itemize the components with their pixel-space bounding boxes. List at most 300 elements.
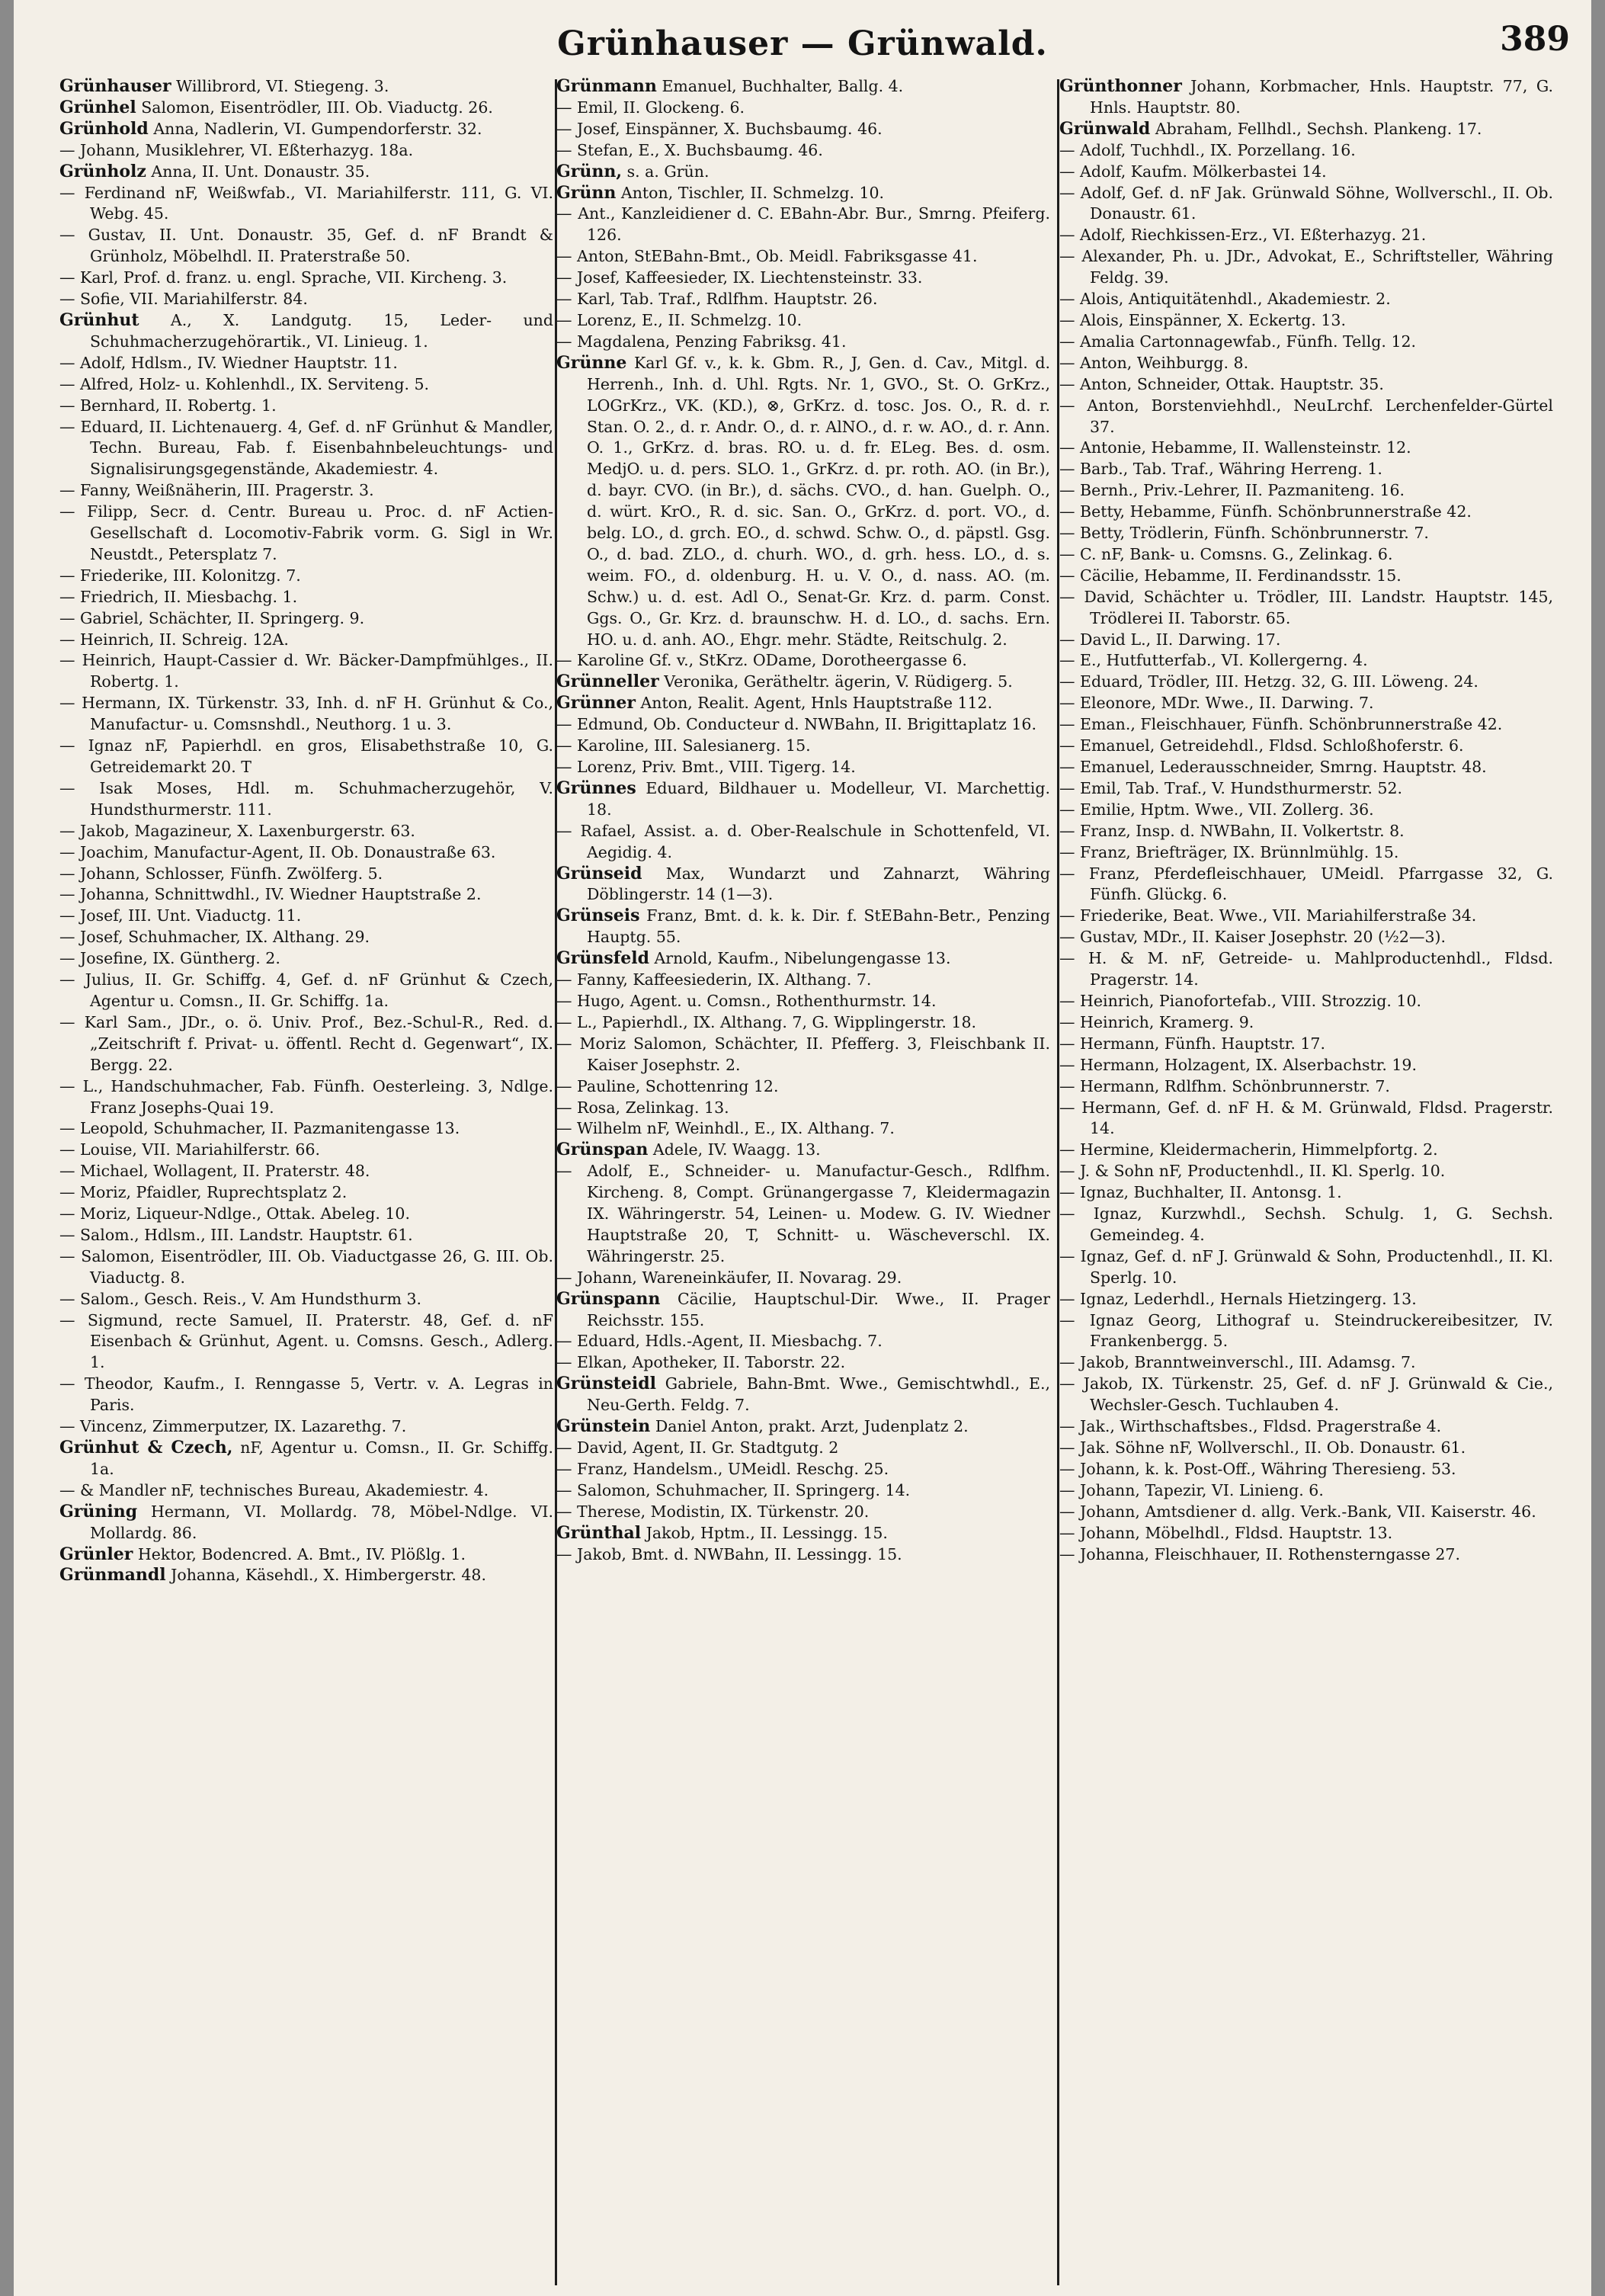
entry-surname: Grünler xyxy=(59,1544,133,1564)
entry-text: Hektor, Bodencred. A. Bmt., IV. Plößlg. 1. xyxy=(137,1544,466,1563)
entry-text: — Moriz, Pfaidler, Ruprechtsplatz 2. xyxy=(59,1183,348,1202)
entry-text: — Amalia Cartonnagewfab., Fünfh. Tellg. 12. xyxy=(1059,332,1417,351)
entry-text: — Joachim, Manufactur-Agent, II. Ob. Donaustraße 63. xyxy=(59,842,496,861)
entry-text: — David L., II. Darwing. 17. xyxy=(1059,630,1281,649)
directory-entry xyxy=(556,672,1050,693)
directory-entry xyxy=(1059,480,1553,502)
directory-entry xyxy=(59,310,553,353)
directory-entry xyxy=(556,289,1050,310)
directory-entry xyxy=(59,650,553,693)
page-header xyxy=(14,11,1591,79)
directory-entry xyxy=(556,1331,1050,1352)
directory-entry xyxy=(556,1416,1050,1438)
directory-entry xyxy=(556,183,1050,204)
directory-entry xyxy=(556,1438,1050,1459)
directory-entry xyxy=(1059,1012,1553,1034)
entry-text: — Ignaz nF, Papierhdl. en gros, Elisabethstraße 10, G. Getreidemarkt 20. T xyxy=(59,736,553,776)
entry-text: — Heinrich, Kramerg. 9. xyxy=(1059,1012,1254,1031)
entry-text: — Johann, k. k. Post-Off., Währing Theresieng. 53. xyxy=(1059,1459,1456,1478)
directory-entry xyxy=(556,693,1050,714)
entry-text: — Jakob, Bmt. d. NWBahn, II. Lessingg. 15. xyxy=(556,1544,902,1563)
entry-text: — Johann, Schlosser, Fünfh. Zwölferg. 5. xyxy=(59,864,383,883)
directory-entry xyxy=(556,204,1050,246)
entry-text: — Franz, Briefträger, IX. Brünnlmühlg. 15. xyxy=(1059,842,1399,861)
entry-text: — Betty, Hebamme, Fünfh. Schönbrunnerstraße 42. xyxy=(1059,502,1472,521)
directory-entry xyxy=(1059,672,1553,693)
directory-entry xyxy=(59,417,553,481)
entry-text: — David, Agent, II. Gr. Stadtgutg. 2 xyxy=(556,1438,839,1457)
directory-entry xyxy=(59,842,553,864)
entry-text: — Pauline, Schottenring 12. xyxy=(556,1076,779,1095)
entry-text: — Cäcilie, Hebamme, II. Ferdinandsstr. 15. xyxy=(1059,566,1402,585)
directory-entry xyxy=(556,1480,1050,1502)
entry-text: — Alfred, Holz- u. Kohlenhdl., IX. Serviteng. 5. xyxy=(59,374,430,393)
entry-text: — Franz, Handelsm., UMeidl. Reschg. 25. xyxy=(556,1459,889,1478)
directory-entry xyxy=(59,864,553,885)
directory-entry xyxy=(1059,948,1553,991)
directory-entry xyxy=(1059,76,1553,119)
entry-text: — Adolf, Tuchhdl., IX. Porzellang. 16. xyxy=(1059,140,1356,159)
page-number: 389 xyxy=(1500,20,1570,59)
entry-text: — Leopold, Schuhmacher, II. Pazmanitengasse 13. xyxy=(59,1119,460,1138)
entry-text: — Ignaz, Lederhdl., Hernals Hietzingerg. 13. xyxy=(1059,1289,1417,1308)
entry-text: — Friederike, III. Kolonitzg. 7. xyxy=(59,566,301,585)
entry-text: — Salom., Gesch. Reis., V. Am Hundsthurm 3. xyxy=(59,1289,422,1308)
entry-text: Jakob, Hptm., II. Lessingg. 15. xyxy=(646,1523,888,1542)
directory-entry xyxy=(1059,1374,1553,1416)
directory-entry xyxy=(1059,864,1553,906)
directory-entry xyxy=(59,970,553,1012)
entry-text: — Emil, II. Glockeng. 6. xyxy=(556,98,745,117)
directory-entry xyxy=(59,1374,553,1416)
directory-entry xyxy=(1059,1289,1553,1310)
entry-text: — H. & M. nF, Getreide- u. Mahlproductenhdl., Fldsd. Pragerstr. 14. xyxy=(1059,949,1553,989)
entry-text: — Emilie, Hptm. Wwe., VII. Zollerg. 36. xyxy=(1059,800,1374,819)
directory-entry xyxy=(59,502,553,566)
entry-text: — Eduard, Trödler, III. Hetzg. 32, G. III. Löweng. 24. xyxy=(1059,672,1478,691)
directory-entry xyxy=(556,1012,1050,1034)
directory-entry xyxy=(1059,991,1553,1012)
directory-entry xyxy=(1059,1438,1553,1459)
entry-text: — Isak Moses, Hdl. m. Schuhmacherzugehör, V. Hundsthurmerstr. 111. xyxy=(59,778,553,819)
directory-entry xyxy=(1059,693,1553,714)
directory-entry xyxy=(1059,1480,1553,1502)
directory-entry xyxy=(556,1289,1050,1332)
entry-text: — Eduard, Hdls.-Agent, II. Miesbachg. 7. xyxy=(556,1332,883,1351)
directory-entry xyxy=(1059,1098,1553,1140)
directory-entry xyxy=(556,714,1050,736)
entry-text: — Rafael, Assist. a. d. Ober-Realschule in Schottenfeld, VI. Aegidig. 4. xyxy=(556,821,1050,861)
entry-text: — Heinrich, Pianofortefab., VIII. Strozzig. 10. xyxy=(1059,991,1422,1010)
directory-entry xyxy=(1059,566,1553,587)
entry-text: — Johann, Amtsdiener d. allg. Verk.-Bank, VII. Kaiserstr. 46. xyxy=(1059,1502,1536,1521)
entry-surname: Grünner xyxy=(556,693,636,713)
directory-entry xyxy=(59,1416,553,1438)
entry-text: — Alois, Einspänner, X. Eckertg. 13. xyxy=(1059,310,1346,329)
directory-entry xyxy=(1059,1523,1553,1544)
entry-text: — Johann, Möbelhdl., Fldsd. Hauptstr. 13. xyxy=(1059,1523,1393,1542)
directory-entry xyxy=(1059,119,1553,140)
directory-entry xyxy=(1059,714,1553,736)
directory-entry xyxy=(1059,1502,1553,1523)
entry-text: — Lorenz, E., II. Schmelzg. 10. xyxy=(556,310,802,329)
directory-entry xyxy=(59,1544,553,1566)
entry-text: — E., Hutfutterfab., VI. Kollergerng. 4. xyxy=(1059,651,1368,670)
entry-text: — Ferdinand nF, Weißwfab., VI. Mariahilferstr. 111, G. VI. Webg. 45. xyxy=(59,183,553,223)
directory-entry xyxy=(59,289,553,310)
entry-text: — Filipp, Secr. d. Centr. Bureau u. Proc. d. nF Actien-Gesellschaft d. Locomotiv-Fabrik vorm. G. Sigl in Wr. Neustdt., Petersplatz 7. xyxy=(59,502,553,563)
entry-text: — Jakob, Branntweinverschl., III. Adamsg. 7. xyxy=(1059,1353,1416,1372)
directory-entry xyxy=(1059,650,1553,672)
entry-surname: Grünsteidl xyxy=(556,1374,657,1394)
entry-text: — Josef, Schuhmacher, IX. Althang. 29. xyxy=(59,928,370,947)
entry-surname: Grünmann xyxy=(556,76,657,96)
entry-surname: Grünspan xyxy=(556,1140,649,1160)
directory-entry xyxy=(1059,778,1553,800)
entry-surname: Grünseid xyxy=(556,863,642,883)
entry-text: Anna, II. Unt. Donaustr. 35. xyxy=(151,162,370,181)
entry-text: — Sofie, VII. Mariahilferstr. 84. xyxy=(59,290,308,309)
entry-surname: Grünhauser xyxy=(59,76,171,96)
entry-surname: Grünseis xyxy=(556,906,640,926)
entry-text: — Adolf, Kaufm. Mölkerbastei 14. xyxy=(1059,162,1327,181)
entry-text: — Magdalena, Penzing Fabriksg. 41. xyxy=(556,332,847,351)
entry-text: — Johanna, Schnittwdhl., IV. Wiedner Hauptstraße 2. xyxy=(59,885,482,904)
entry-text: — Antonie, Hebamme, II. Wallensteinstr. 12. xyxy=(1059,438,1411,457)
entry-text: — Johann, Wareneinkäufer, II. Novarag. 29. xyxy=(556,1268,902,1287)
directory-entry xyxy=(59,927,553,948)
directory-entry xyxy=(1059,162,1553,183)
directory-entry xyxy=(1059,1310,1553,1353)
directory-entry xyxy=(59,1565,553,1586)
entry-text: — Adolf, E., Schneider- u. Manufactur-Gesch., Rdlfhm. Kircheng. 8, Compt. Grünangergasse 7, Kleidermagazin IX. Währingerstr. 54, Leinen- u. Modew. G. IV. Wiedner Hauptstraße 20, T, Schnitt- u. Wäscheverschl. IX. Währingerstr. 25. xyxy=(556,1162,1050,1265)
entry-surname: Grünnes xyxy=(556,778,636,798)
entry-surname: Grüning xyxy=(59,1501,138,1522)
directory-entry xyxy=(556,736,1050,757)
entry-surname: Grünsfeld xyxy=(556,948,649,969)
directory-entry xyxy=(59,162,553,183)
entry-text: — David, Schächter u. Trödler, III. Landstr. Hauptstr. 145, Trödlerei II. Taborstr. 65. xyxy=(1059,587,1553,627)
directory-page xyxy=(14,0,1591,2296)
entry-text: Anna, Nadlerin, VI. Gumpendorferstr. 32. xyxy=(153,119,482,138)
directory-entry xyxy=(59,1204,553,1225)
directory-entry xyxy=(1059,289,1553,310)
directory-entry xyxy=(556,1034,1050,1076)
directory-entry xyxy=(1059,1544,1553,1566)
directory-entry xyxy=(556,310,1050,332)
entry-text: — Johann, Tapezir, VI. Linieng. 6. xyxy=(1059,1480,1324,1499)
entry-text: Johann, Korbmacher, Hnls. Hauptstr. 77, G. Hnls. Hauptstr. 80. xyxy=(1090,77,1553,117)
directory-entry xyxy=(1059,630,1553,651)
directory-entry xyxy=(556,1268,1050,1289)
directory-entry xyxy=(59,1246,553,1289)
entry-text: Franz, Bmt. d. k. k. Dir. f. StEBahn-Betr., Penzing Hauptg. 55. xyxy=(587,906,1050,947)
directory-entry xyxy=(556,332,1050,353)
entry-text: — Hermann, Gef. d. nF H. & M. Grünwald, Fldsd. Pragerstr. 14. xyxy=(1059,1098,1553,1138)
directory-entry xyxy=(1059,502,1553,523)
entry-text: — Wilhelm nF, Weinhdl., E., IX. Althang. 7. xyxy=(556,1119,895,1138)
entry-text: Salomon, Eisentrödler, III. Ob. Viaductg. 26. xyxy=(141,98,493,117)
directory-entry xyxy=(1059,225,1553,246)
entry-text: — Josef, Kaffeesieder, IX. Liechtensteinstr. 33. xyxy=(556,268,923,287)
directory-entry xyxy=(1059,310,1553,332)
directory-entry xyxy=(1059,1161,1553,1182)
directory-entry xyxy=(1059,821,1553,842)
directory-entry xyxy=(59,1076,553,1119)
directory-entry xyxy=(59,1012,553,1076)
directory-entry xyxy=(556,1161,1050,1268)
directory-entry xyxy=(556,98,1050,119)
directory-entry xyxy=(1059,544,1553,566)
entry-text: — Jakob, Magazineur, X. Laxenburgerstr. 63. xyxy=(59,821,415,840)
directory-entry xyxy=(1059,1459,1553,1480)
directory-entry xyxy=(556,1374,1050,1416)
directory-entry xyxy=(59,1140,553,1161)
directory-entry xyxy=(556,1459,1050,1480)
directory-entry xyxy=(59,119,553,140)
directory-entry xyxy=(556,246,1050,268)
entry-text: — Moriz, Liqueur-Ndlge., Ottak. Abeleg. 10. xyxy=(59,1204,410,1223)
entry-text: Eduard, Bildhauer u. Modelleur, VI. Marchettig. 18. xyxy=(587,778,1050,819)
entry-surname: Grünn xyxy=(556,182,617,203)
directory-entry xyxy=(59,948,553,970)
directory-entry xyxy=(1059,332,1553,353)
entry-text: — Jak. Söhne nF, Wollverschl., II. Ob. Donaustr. 61. xyxy=(1059,1438,1466,1457)
entry-surname: Grünneller xyxy=(556,672,659,692)
directory-entry xyxy=(59,183,553,226)
directory-entry xyxy=(59,268,553,289)
column-middle xyxy=(556,76,1050,2288)
directory-entry xyxy=(59,693,553,736)
directory-entry xyxy=(556,650,1050,672)
entry-surname: Grünspann xyxy=(556,1288,661,1309)
entry-text: Willibrord, VI. Stiegeng. 3. xyxy=(176,77,389,95)
entry-text: — Salom., Hdlsm., III. Landstr. Hauptstr. 61. xyxy=(59,1225,413,1244)
entry-text: — Hermann, Fünfh. Hauptstr. 17. xyxy=(1059,1034,1325,1053)
entry-text: — Gabriel, Schächter, II. Springerg. 9. xyxy=(59,608,365,627)
directory-entry xyxy=(59,140,553,162)
directory-entry xyxy=(1059,800,1553,821)
directory-entry xyxy=(556,140,1050,162)
entry-text: — Theodor, Kaufm., I. Renngasse 5, Vertr. v. A. Legras in Paris. xyxy=(59,1374,553,1415)
directory-entry xyxy=(59,608,553,630)
directory-entry xyxy=(556,970,1050,991)
directory-entry xyxy=(556,757,1050,778)
entry-text: — Ignaz, Kurzwhdl., Sechsh. Schulg. 1, G. Sechsh. Gemeindeg. 4. xyxy=(1059,1204,1553,1244)
directory-entry xyxy=(59,884,553,906)
directory-entry xyxy=(1059,1352,1553,1374)
entry-surname: Grünwald xyxy=(1059,118,1151,139)
directory-entry xyxy=(1059,842,1553,864)
directory-entry xyxy=(1059,1055,1553,1076)
entry-surname: Grünholz xyxy=(59,161,146,181)
entry-text: — Karl, Tab. Traf., Rdlfhm. Hauptstr. 26. xyxy=(556,290,878,309)
entry-text: — Gustav, II. Unt. Donaustr. 35, Gef. d. nF Brandt & Grünholz, Möbelhdl. II. Praterstraße 50. xyxy=(59,226,553,266)
entry-text: — Michael, Wollagent, II. Praterstr. 48. xyxy=(59,1162,370,1181)
directory-entry xyxy=(556,1098,1050,1119)
entry-text: — Vincenz, Zimmerputzer, IX. Lazarethg. 7. xyxy=(59,1417,407,1436)
entry-text: — Bernhard, II. Robertg. 1. xyxy=(59,396,277,415)
directory-entry xyxy=(1059,140,1553,162)
entry-text: — Hermann, Holzagent, IX. Alserbachstr. 19. xyxy=(1059,1055,1417,1074)
entry-text: — Franz, Pferdefleischhauer, UMeidl. Pfarrgasse 32, G. Fünfh. Glückg. 6. xyxy=(1059,864,1553,904)
column-left xyxy=(59,76,553,2288)
directory-entry xyxy=(1059,1140,1553,1161)
entry-text: — Alois, Antiquitätenhdl., Akademiestr. 2. xyxy=(1059,290,1391,309)
directory-entry xyxy=(556,1352,1050,1374)
entry-text: Arnold, Kaufm., Nibelungengasse 13. xyxy=(654,949,951,968)
directory-entry xyxy=(59,587,553,608)
entry-text: — Josef, Einspänner, X. Buchsbaumg. 46. xyxy=(556,119,883,138)
entry-text: — Friedrich, II. Miesbachg. 1. xyxy=(59,587,298,606)
entry-surname: Grünn, xyxy=(556,161,623,181)
directory-entry xyxy=(556,991,1050,1012)
directory-entry xyxy=(1059,1246,1553,1289)
entry-text: Anton, Realit. Agent, Hnls Hauptstraße 112. xyxy=(640,694,993,713)
entry-text: — Barb., Tab. Traf., Währing Herreng. 1. xyxy=(1059,460,1382,479)
entry-text: Gabriele, Bahn-Bmt. Wwe., Gemischtwhdl., E., Neu-Gerth. Feldg. 7. xyxy=(587,1374,1050,1415)
entry-text: nF, Agentur u. Comsn., II. Gr. Schiffg. 1a. xyxy=(90,1438,553,1478)
directory-entry xyxy=(1059,353,1553,374)
entry-text: s. a. Grün. xyxy=(626,162,710,181)
entry-text: — Johann, Musiklehrer, VI. Eßterhazyg. 18a. xyxy=(59,140,414,159)
directory-entry xyxy=(556,76,1050,98)
entry-text: Hermann, VI. Mollardg. 78, Möbel-Ndlge. VI. Mollardg. 86. xyxy=(90,1502,553,1542)
directory-entry xyxy=(1059,757,1553,778)
entry-text: Abraham, Fellhdl., Sechsh. Plankeng. 17. xyxy=(1155,119,1482,138)
directory-entry xyxy=(556,268,1050,289)
directory-entry xyxy=(59,1118,553,1140)
entry-text: — Emanuel, Getreidehdl., Fldsd. Schloßhoferstr. 6. xyxy=(1059,736,1464,755)
entry-text: — Salomon, Schuhmacher, II. Springerg. 14. xyxy=(556,1480,911,1499)
entry-text: — Stefan, E., X. Buchsbaumg. 46. xyxy=(556,140,823,159)
entry-text: A., X. Landgutg. 15, Leder- und Schuhmacherzugehörartik., VI. Linieug. 1. xyxy=(90,310,553,351)
directory-entry xyxy=(59,778,553,821)
directory-entry xyxy=(59,1502,553,1544)
directory-entry xyxy=(1059,396,1553,438)
running-head: Grünhauser — Grünwald. xyxy=(557,24,1048,63)
entry-text: Cäcilie, Hauptschul-Dir. Wwe., II. Prager Reichsstr. 155. xyxy=(587,1289,1050,1329)
entry-text: — Eman., Fleischhauer, Fünfh. Schönbrunnerstraße 42. xyxy=(1059,715,1503,734)
directory-entry xyxy=(556,906,1050,948)
entry-text: — Betty, Trödlerin, Fünfh. Schönbrunnerstr. 7. xyxy=(1059,524,1429,543)
entry-text: — Hermine, Kleidermacherin, Himmelpfortg. 2. xyxy=(1059,1140,1438,1159)
entry-text: — Hermann, IX. Türkenstr. 33, Inh. d. nF H. Grünhut & Co., Manufactur- u. Comsnshdl., Neuthorg. 1 u. 3. xyxy=(59,694,553,734)
directory-entry xyxy=(59,1161,553,1182)
entry-surname: Grünmandl xyxy=(59,1565,166,1586)
directory-entry xyxy=(1059,246,1553,289)
entry-text: — Therese, Modistin, IX. Türkenstr. 20. xyxy=(556,1502,870,1521)
entry-text: Johanna, Käsehdl., X. Himbergerstr. 48. xyxy=(171,1566,486,1585)
directory-entry xyxy=(59,1310,553,1374)
entry-text: — Salomon, Eisentrödler, III. Ob. Viaductgasse 26, G. III. Ob. Viaductg. 8. xyxy=(59,1246,553,1287)
directory-entry xyxy=(556,119,1050,140)
entry-text: Karl Gf. v., k. k. Gbm. R., J, Gen. d. Cav., Mitgl. d. Herrenh., Inh. d. Uhl. Rgts. Nr. 1, GVO., St. O. GrKrz., LOGrKrz., VK. (KD.), ⊗, GrKrz. d. tosc. Jos. O., R. d. r. Stan. O. 2., d. r. Andr. O., d. r. AlNO., d. r. w. AO., d. r. Ann. O. 1., GrKrz. d. bras. RO. u. d. fr. ELeg. Bes. d. osm. MedjO. u. d. pers. SLO. 1., GrKrz. d. pr. roth. AO. (in Br.), d. bayr. CVO. (in Br.), d. sächs. CVO., d. han. Guelph. O., d. würt. KrO., R. d. sic. San. O., GrKrz. d. port. VO., d. belg. LO., d. grch. EO., d. schwd. Schw. O., d. päpstl. Gsg. O., d. bad. ZLO., d. churh. WO., d. grh. hess. LO., d. s. weim. FO., d. oldenburg. H. u. V. O., d. nass. AO. (m. Schw.) u. d. est. Adl O., Senat-Gr. Krz. d. parm. Const. Ggs. O., Gr. Krz. d. braunschw. H. d. LO., d. sachs. Ern. HO. u. d. anh. AO., Ehgr. mehr. Städte, Reitschulg. 2. xyxy=(587,353,1050,649)
directory-entry xyxy=(1059,374,1553,396)
directory-entry xyxy=(1059,523,1553,544)
entry-text: — Anton, Schneider, Ottak. Hauptstr. 35. xyxy=(1059,374,1384,393)
entry-text: — Moriz Salomon, Schächter, II. Pfefferg. 3, Fleischbank II. Kaiser Josephstr. 2. xyxy=(556,1034,1050,1074)
entry-text: — L., Papierhdl., IX. Althang. 7, G. Wipplingerstr. 18. xyxy=(556,1012,976,1031)
directory-entry xyxy=(556,353,1050,651)
directory-entry xyxy=(59,1480,553,1502)
entry-surname: Grünstein xyxy=(556,1416,651,1437)
entry-surname: Grünthonner xyxy=(1059,76,1182,96)
directory-entry xyxy=(1059,587,1553,630)
entry-text: Daniel Anton, prakt. Arzt, Judenplatz 2. xyxy=(655,1417,969,1436)
entry-text: — Josef, III. Unt. Viaductg. 11. xyxy=(59,906,302,925)
entry-text: — Adolf, Riechkissen-Erz., VI. Eßterhazyg. 21. xyxy=(1059,226,1427,245)
entry-text: — Anton, Weihburgg. 8. xyxy=(1059,353,1249,372)
entry-text: — J. & Sohn nF, Productenhdl., II. Kl. Sperlg. 10. xyxy=(1059,1162,1446,1181)
entry-text: — Anton, Borstenviehhdl., NeuLrchf. Lerchenfelder-Gürtel 37. xyxy=(1059,396,1553,436)
directory-entry xyxy=(59,1438,553,1480)
directory-entry xyxy=(556,1118,1050,1140)
entry-text: — Ant., Kanzleidiener d. C. EBahn-Abr. Bur., Smrng. Pfeiferg. 126. xyxy=(556,204,1050,245)
directory-entry xyxy=(1059,459,1553,480)
directory-entry xyxy=(1059,438,1553,459)
entry-surname: Grünne xyxy=(556,352,627,373)
entry-text: — Fanny, Kaffeesiederin, IX. Althang. 7. xyxy=(556,970,872,989)
directory-entry xyxy=(556,864,1050,906)
entry-text: — Alexander, Ph. u. JDr., Advokat, E., Schriftsteller, Währing Feldg. 39. xyxy=(1059,247,1553,287)
entry-text: — Louise, VII. Mariahilferstr. 66. xyxy=(59,1140,321,1159)
entry-text: — Elkan, Apotheker, II. Taborstr. 22. xyxy=(556,1353,846,1372)
directory-entry xyxy=(59,566,553,587)
entry-text: — & Mandler nF, technisches Bureau, Akademiestr. 4. xyxy=(59,1480,489,1499)
directory-entry xyxy=(1059,1034,1553,1055)
entry-text: — Lorenz, Priv. Bmt., VIII. Tigerg. 14. xyxy=(556,758,856,776)
entry-text: — Friederike, Beat. Wwe., VII. Mariahilferstraße 34. xyxy=(1059,906,1477,925)
entry-text: — Hermann, Rdlfhm. Schönbrunnerstr. 7. xyxy=(1059,1076,1390,1095)
entry-text: — Ignaz Georg, Lithograf u. Steindruckereibesitzer, IV. Frankenbergg. 5. xyxy=(1059,1310,1553,1351)
directory-entry xyxy=(59,1182,553,1204)
directory-entry xyxy=(59,98,553,119)
directory-entry xyxy=(1059,927,1553,948)
directory-entry xyxy=(59,480,553,502)
entry-text: — Adolf, Hdlsm., IV. Wiedner Hauptstr. 11. xyxy=(59,353,398,372)
entry-text: — Jak., Wirthschaftsbes., Fldsd. Pragerstraße 4. xyxy=(1059,1417,1442,1436)
entry-text: — Gustav, MDr., II. Kaiser Josephstr. 20 (½2—3). xyxy=(1059,928,1446,947)
directory-entry xyxy=(59,1289,553,1310)
entry-text: — Karoline Gf. v., StKrz. ODame, Dorotheergasse 6. xyxy=(556,651,967,670)
entry-text: — Bernh., Priv.-Lehrer, II. Pazmaniteng. 16. xyxy=(1059,481,1405,500)
entry-text: — Ignaz, Buchhalter, II. Antonsg. 1. xyxy=(1059,1183,1342,1202)
entry-text: — Franz, Insp. d. NWBahn, II. Volkertstr. 8. xyxy=(1059,821,1405,840)
directory-entry xyxy=(1059,1182,1553,1204)
directory-entry xyxy=(1059,736,1553,757)
entry-text: — Adolf, Gef. d. nF Jak. Grünwald Söhne, Wollverschl., II. Ob. Donaustr. 61. xyxy=(1059,183,1553,223)
entry-text: — Josefine, IX. Güntherg. 2. xyxy=(59,949,280,968)
directory-entry xyxy=(1059,1204,1553,1246)
directory-entry xyxy=(1059,1076,1553,1098)
entry-text: Veronika, Gerätheltr. ägerin, V. Rüdigerg. 5. xyxy=(664,672,1013,691)
directory-entry xyxy=(556,778,1050,821)
entry-text: — Anton, StEBahn-Bmt., Ob. Meidl. Fabriksgasse 41. xyxy=(556,247,978,266)
entry-text: — L., Handschuhmacher, Fab. Fünfh. Oesterleing. 3, Ndlge. Franz Josephs-Quai 19. xyxy=(59,1076,553,1117)
entry-text: — Ignaz, Gef. d. nF J. Grünwald & Sohn, Productenhdl., II. Kl. Sperlg. 10. xyxy=(1059,1246,1553,1287)
column-right xyxy=(1059,76,1553,2288)
entry-text: — Karoline, III. Salesianerg. 15. xyxy=(556,736,811,755)
entry-text: — Karl, Prof. d. franz. u. engl. Sprache, VII. Kircheng. 3. xyxy=(59,268,508,287)
directory-entry xyxy=(556,1502,1050,1523)
entry-text: Max, Wundarzt und Zahnarzt, Währing Döblingerstr. 14 (1—3). xyxy=(587,864,1050,904)
directory-entry xyxy=(556,1140,1050,1161)
entry-surname: Grünhold xyxy=(59,118,149,139)
directory-entry xyxy=(1059,906,1553,927)
directory-entry xyxy=(556,1076,1050,1098)
directory-entry xyxy=(59,736,553,778)
